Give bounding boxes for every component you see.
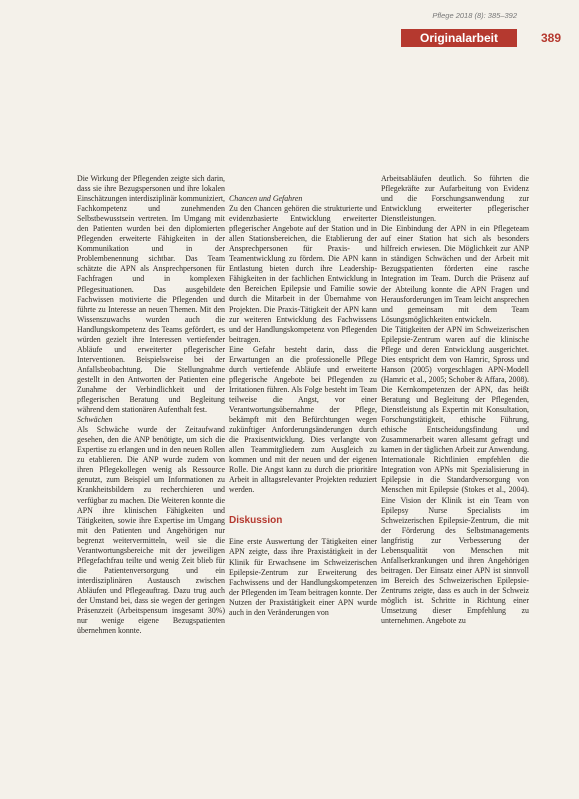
paragraph: Die Einbindung der APN in ein Pflegeteam auf einer Station hat sich als besonders hilfreich erwiesen. Die Möglichkeit zur ANP in ständigen Schwächen und der Arbeit mit Bezugspatienten förderten eine rasche Integration im Team. Durch die Präsenz auf der Abteilung konnte die APN Fragen und Herausforderungen im Team leicht ansprechen und gemeinsam mit dem Team Lösungsmöglichkeiten entwickeln. [381, 224, 529, 324]
section-label: Originalarbeit [401, 29, 517, 47]
paragraph: Zu den Chancen gehören die strukturierte und evidenzbasierte Entwicklung erweiterter pflegerischer Angebote auf der Station und in allen Stationsbereichen, die Etablierung der Ansprechpersonen für Praxis- und Teamentwicklung zu fördern. Die APN kann Entlastung bieten durch ihre Leadership-Fähigkeiten in der fachlichen Entwicklung in den Bereichen Epilepsie und Familie sowie durch die Mitarbeit in der Übernahme von Projekten. Die Praxis-Tätigkeit der APN kann zur weiteren Entwicklung des Fachwissens und der Handlungskompetenz von Pflegenden beitragen. [229, 204, 377, 344]
text-column-2 [229, 174, 377, 618]
text-column-1 [77, 174, 225, 636]
section-heading-discussion: Diskussion [229, 515, 283, 527]
paragraph: Die Tätigkeiten der APN im Schweizerischen Epilepsie-Zentrum waren auf die klinische Pflege und deren Entwicklung ausgerichtet. Dies entspricht dem von Hamric, Spross und Hanson (2005) vorgeschlagen APN-Modell (Hamric et al., 2005; Schober & Affara, 2008). Die Kernkompetenzen der APN, das heißt Beratung und Begleitung der Pflegenden, Dienstleistung als Expertin mit Konsultation, Forschungstätigkeit, ethische Führung, ethische Entscheidungsfindung und Zusammenarbeit waren allesamt gefragt und kamen in der täglichen Arbeit zur Anwendung. Internationale Richtlinien empfehlen die Integration von APNs mit Spezialisierung in Epilepsie in die Standardversorgung von Menschen mit Epilepsie (Stokes et al., 2004). Eine Vision der Klinik ist ein Team von Epilepsy Nurse Specialists im Schweizerischen Epilepsie-Zentrum, die mit der Förderung des Selbstmanagements langfristig zur Verbesserung der Lebensqualität von Menschen mit Anfallserkrankungen und ihren Angehörigen beitragen. Der Einsatz einer APN ist sinnvoll im Bereich des Schweizerischen Epilepsie-Zentrums zeigte, dass es auch in der Schweiz möglich ist. Schritte in Richtung einer Umsetzung dieser Empfehlung zu unternehmen. Angebote zu [381, 324, 529, 626]
paragraph: Die Wirkung der Pflegenden zeigte sich darin, dass sie ihre Bezugspersonen und ihre lokalen Einschätzungen interdisziplinär kommuniziert, Fachkompetenz und zunehmenden Selbstbewusstsein vertreten. Im Umgang mit den Patienten wurden bei den diplomierten Pflegenden erweiterte Fähigkeiten in der Kommunikation und in der Problembenennung sichtbar. Das Team schätzte die APN als Ansprechpersonen für Fachfragen und in komplexen Pflegesituationen. Das ausgebildete Fachwissen motivierte die Pflegenden und führte zu Interesse an neuen Themen. Mit den Wissenszuwachs wurden auch die Handlungskompetenz des Teams gefördert, es würden gezielt ihre Interessen vertiefender Abläufe und erweiterter pflegerischer Interventionen. Beispielsweise bei der Anfallsbeobachtung. Die Stellungnahme gestellt in den Antworten der Patienten eine Zunahme der Verbindlichkeit und der pflegerischen Beratung und Begleitung während dem stationären Aufenthalt fest. [77, 174, 225, 415]
paragraph: Arbeitsabläufen deutlich. So führten die Pflegekräfte zur Aufarbeitung von Evidenz und die Forschungsanwendung zur Entwicklung erweiterter pflegerischer Dienstleistungen. [381, 174, 529, 224]
subheading-weaknesses: Schwächen [77, 415, 113, 425]
paragraph: Eine erste Auswertung der Tätigkeiten einer APN zeigte, dass ihre Praxistätigkeit in der Klinik für Erwachsene im Schweizerischen Epilepsie-Zentrum zur Erweiterung des Fachwissens und der Handlungskompetenzen der Pflegenden im Team beitragen konnte. Der Nutzen der Praxistätigkeit einer APN wurde auch in den Veränderungen von [229, 537, 377, 617]
subheading-chances: Chancen und Gefahren [229, 194, 303, 203]
text-column-3 [381, 174, 529, 626]
journal-citation: Pflege 2018 (8): 385–392 [432, 11, 517, 20]
page-number: 389 [540, 31, 561, 45]
paragraph: Eine Gefahr besteht darin, dass die Erwartungen an die professionelle Pflege durch vertiefende Abläufe und erweiterte pflegerische Angebote bei Pflegenden zu Irritationen führen. Als Folge besteht im Team teilweise die Angst, vor einer Verantwortungsübernahme der Pflege, bekämpft mit den Befürchtungen wegen zukünftiger Anforderungsänderungen durch die Praxisentwicklung. Dies verlangte von allen Teammitgliedern zum Ausgleich zu kommen und mit der neuen und der eigenen Rolle. Die Angst kann zu durch die prioritäre Arbeit in alltagsrelevanter Projekten reduziert werden. [229, 344, 377, 495]
paragraph: Als Schwäche wurde der Zeitaufwand gesehen, den die ANP benötigte, um sich die Expertise zu erlangen und in den neuen Rollen zu etablieren. Die ANP wurde zudem von ihren Pflegekollegen wenig als Ressource genutzt, zum Beispiel um Informationen zu Krankheitsbildern zu recherchieren und verfügbar zu machen. Die Weiteren konnte die APN ihre klinischen Fähigkeiten und Tätigkeiten, sowie ihre Expertise im Umgang mit den Patienten und Angehörigen nur begrenzt weitervermitteln, weil sie die Verantwortungsbereiche mit der jeweiligen Pflegefachfrau teilte und wenig Zeit blieb für die Patientenversorgung und ein interdisziplinären Austausch zwischen Abläufen und Pflegeauftrag. Dazu trug auch der Umstand bei, dass sie wegen der geringen Präsenzzeit (Arbeitspensum insgesamt 30%) nur wenige eigene Bezugspatienten übernehmen konnte. [77, 425, 225, 636]
